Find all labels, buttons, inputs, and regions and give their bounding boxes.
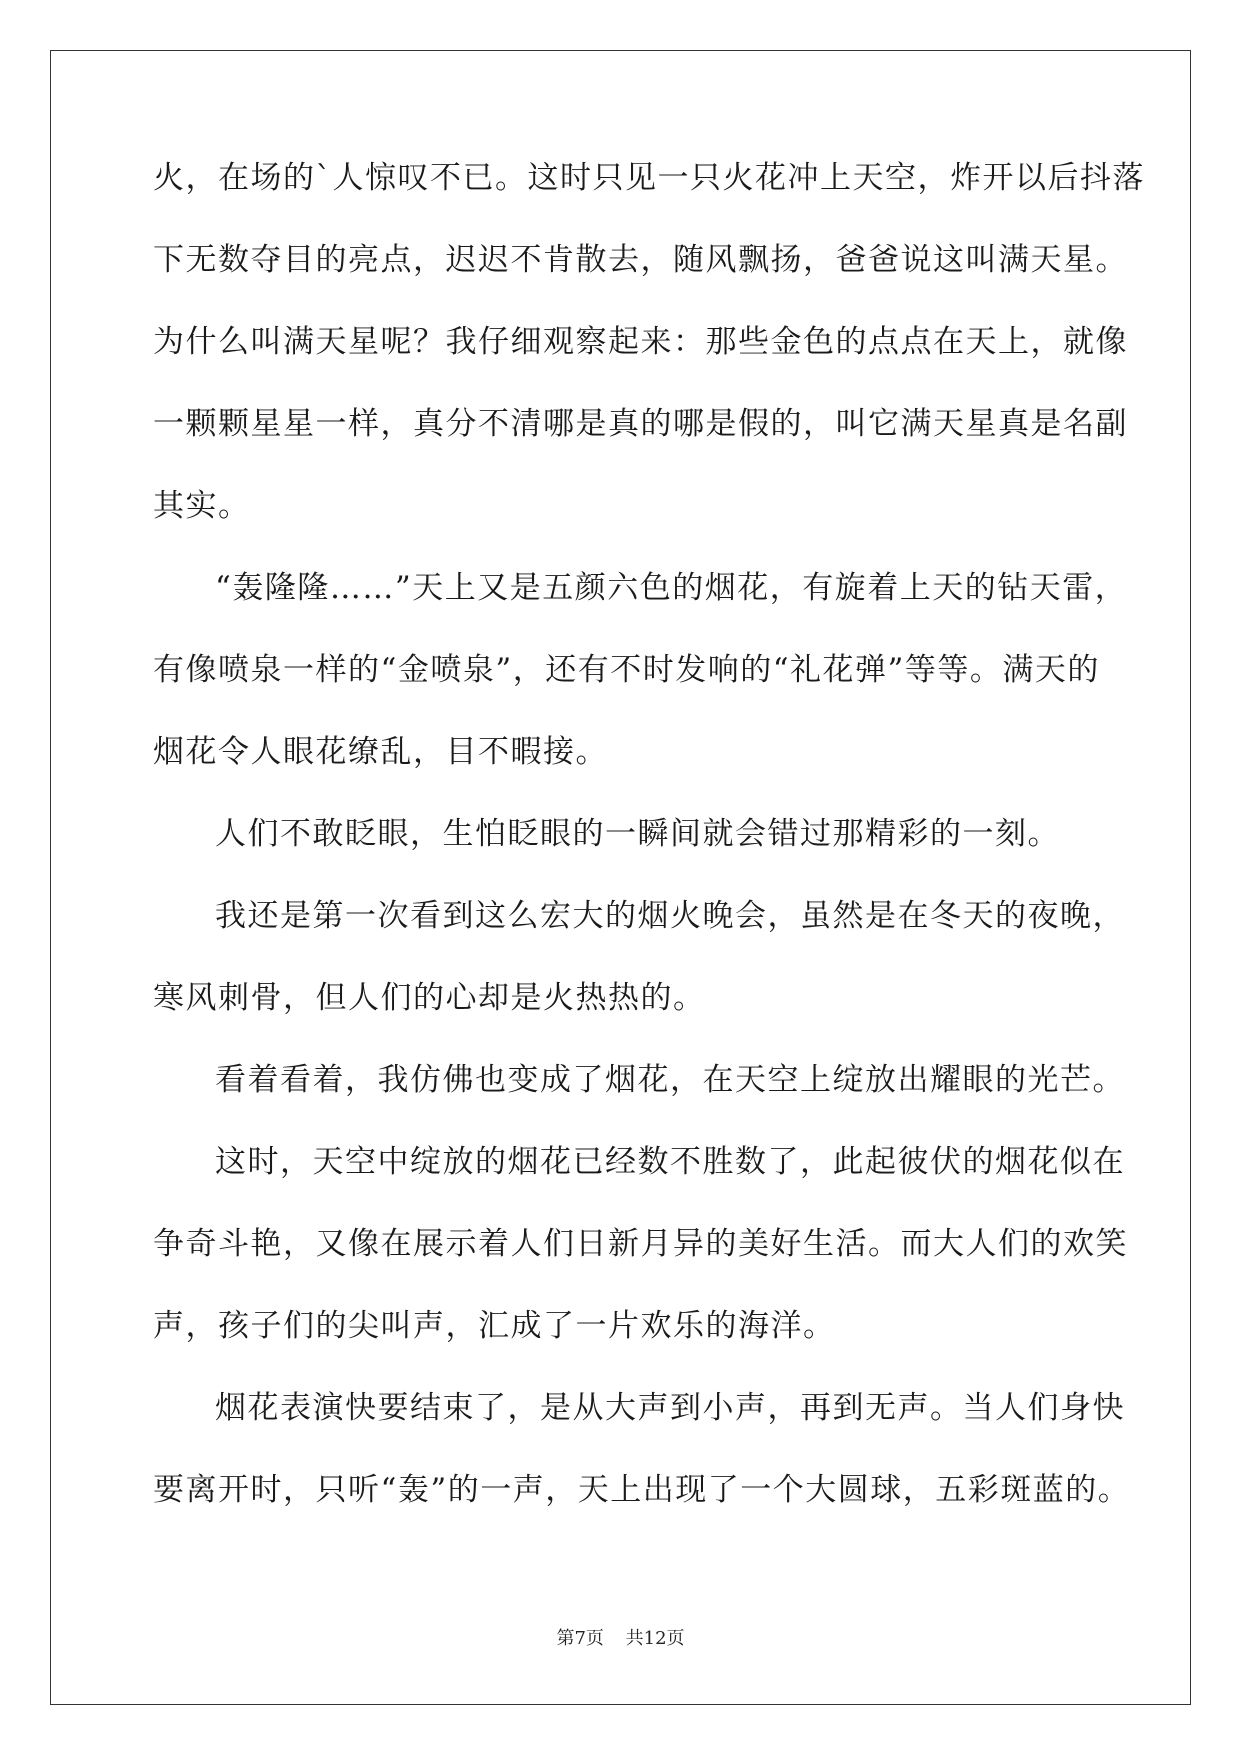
page-number-total: 共12页 xyxy=(625,1628,685,1649)
text-line: 寒风刺骨，但人们的心却是火热热的。 xyxy=(153,980,706,1016)
text-line: 下无数夺目的亮点，迟迟不肯散去，随风飘扬，爸爸说这叫满天星。 xyxy=(153,242,1128,278)
text-line: 一颗颗星星一样，真分不清哪是真的哪是假的，叫它满天星真是名副 xyxy=(153,406,1128,442)
page-footer xyxy=(0,1624,1241,1650)
text-line: 我还是第一次看到这么宏大的烟火晚会，虽然是在冬天的夜晚， xyxy=(215,898,1125,934)
text-line: 声，孩子们的尖叫声，汇成了一片欢乐的海洋。 xyxy=(153,1308,836,1344)
text-line: 其实。 xyxy=(153,488,251,524)
page-number-current: 第7页 xyxy=(556,1628,604,1649)
text-line: 烟花令人眼花缭乱，目不暇接。 xyxy=(153,734,608,770)
page-border xyxy=(50,50,1191,1705)
text-line: 人们不敢眨眼，生怕眨眼的一瞬间就会错过那精彩的一刻。 xyxy=(215,816,1060,852)
text-line: 争奇斗艳，又像在展示着人们日新月异的美好生活。而大人们的欢笑 xyxy=(153,1226,1128,1262)
text-line: 烟花表演快要结束了，是从大声到小声，再到无声。当人们身快 xyxy=(215,1390,1125,1426)
text-line: 看着看着，我仿佛也变成了烟花，在天空上绽放出耀眼的光芒。 xyxy=(215,1062,1125,1098)
text-line: 为什么叫满天星呢？我仔细观察起来：那些金色的点点在天上，就像 xyxy=(153,324,1128,360)
text-line: 有像喷泉一样的“金喷泉”，还有不时发响的“礼花弹”等等。满天的 xyxy=(153,652,1100,688)
text-line: 要离开时，只听“轰”的一声，天上出现了一个大圆球，五彩斑蓝的。 xyxy=(153,1472,1131,1508)
text-line: 这时，天空中绽放的烟花已经数不胜数了，此起彼伏的烟花似在 xyxy=(215,1144,1125,1180)
text-line: “轰隆隆……”天上又是五颜六色的烟花，有旋着上天的钻天雷， xyxy=(215,570,1128,606)
text-line: 火，在场的`人惊叹不已。这时只见一只火花冲上天空，炸开以后抖落 xyxy=(153,160,1145,196)
